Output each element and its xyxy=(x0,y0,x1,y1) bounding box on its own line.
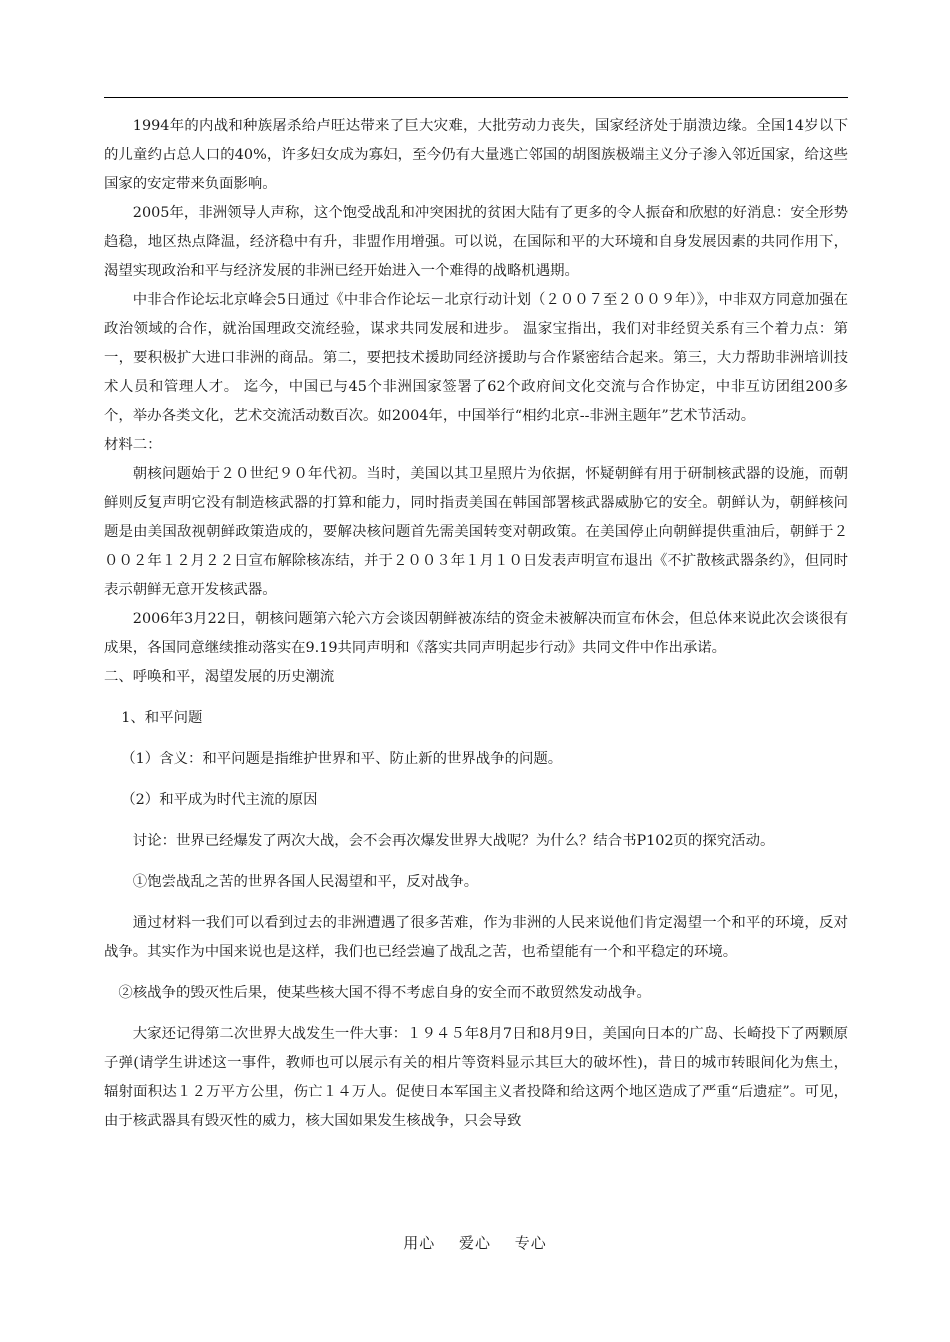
paragraph-hiroshima-nagasaki: 大家还记得第二次世界大战发生一件大事：１９４５年8月7日和8月9日，美国向日本的广岛、长崎投下了两颗原子弹(请学生讲述这一事件，教师也可以展示有关的相片等资料显示其巨大的破坏性)，昔日的城市转眼间化为焦土，辐射面积达１２万平方公里，伤亡１４万人。促使日本军国主义者投降和给这两个地区造成了严重“后遗症”。可见，由于核武器具有毁灭性的威力，核大国如果发生核战争，只会导致 xyxy=(104,1026,848,1129)
footer-text-3: 专心 xyxy=(514,1234,547,1252)
discussion-question: 讨论：世界已经爆发了两次大战，会不会再次爆发世界大战呢？为什么？结合书P102页的探究活动。 xyxy=(132,833,775,849)
material-two-heading: 材料二： xyxy=(104,437,162,453)
page-footer xyxy=(0,1232,950,1253)
paragraph-six-party-talks: 2006年3月22日，朝核问题第六轮六方会谈因朝鲜被冻结的资金未被解决而宣布休会，但总体来说此次会谈很有成果，各国同意继续推动落实在9.19共同声明和《落实共同声明起步行动》共同文件中作出承诺。 xyxy=(104,611,848,656)
footer-text-2: 爱心 xyxy=(458,1234,491,1252)
paragraph-rwanda: 1994年的内战和种族屠杀给卢旺达带来了巨大灾难，大批劳动力丧失，国家经济处于崩溃边缘。全国14岁以下的儿童约占总人口的40%，许多妇女成为寡妇，至今仍有大量逃亡邻国的胡图族极端主义分子渗入邻近国家，给这些国家的安定带来负面影响。 xyxy=(104,118,848,192)
paragraph-material-one-analysis: 通过材料一我们可以看到过去的非洲遭遇了很多苦难，作为非洲的人民来说他们肯定渴望一个和平的环境，反对战争。其实作为中国来说也是这样，我们也已经尝遍了战乱之苦，也希望能有一个和平稳定的环境。 xyxy=(104,915,848,960)
subheading-peace-issue: 1、和平问题 xyxy=(121,710,203,726)
paragraph-china-africa-forum: 中非合作论坛北京峰会5日通过《中非合作论坛－北京行动计划（２００７至２００９年）》，中非双方同意加强在政治领域的合作，就治国理政交流经验，谋求共同发展和进步。 温家宝指出，我们对非经贸关系有三个着力点：第一，要积极扩大进口非洲的商品。第二，要把技术援助同经济援助与合作紧密结合起来。第三，大力帮助非洲培训技术人员和管理人才。 迄今，中国已与45个非洲国家签署了62个政府间文化交流与合作协定，中非互访团组200多个，举办各类文化，艺术交流活动数百次。如2004年，中国举行“相约北京--非洲主题年”艺术节活动。 xyxy=(104,292,848,424)
header-rule xyxy=(104,97,848,98)
section-heading-peace-development: 二、呼唤和平，渴望发展的历史潮流 xyxy=(104,669,335,685)
reason-one: ①饱尝战乱之苦的世界各国人民渴望和平，反对战争。 xyxy=(132,874,479,890)
paragraph-korea-nuclear: 朝核问题始于２０世纪９０年代初。当时，美国以其卫星照片为依据，怀疑朝鲜有用于研制核武器的设施，而朝鲜则反复声明它没有制造核武器的打算和能力，同时指责美国在韩国部署核武器威胁它的安全。朝鲜认为，朝鲜核问题是由美国敌视朝鲜政策造成的，要解决核问题首先需美国转变对朝政策。在美国停止向朝鲜提供重油后，朝鲜于２００２年１２月２２日宣布解除核冻结，并于２００３年１月１０日发表声明宣布退出《不扩散核武器条约》，但同时表示朝鲜无意开发核武器。 xyxy=(104,466,848,598)
paragraph-africa-2005: 2005年，非洲领导人声称，这个饱受战乱和冲突困扰的贫困大陆有了更多的令人振奋和欣慰的好消息：安全形势趋稳，地区热点降温，经济稳中有升，非盟作用增强。可以说，在国际和平的大环境和自身发展因素的共同作用下，渴望实现政治和平与经济发展的非洲已经开始进入一个难得的战略机遇期。 xyxy=(104,205,848,279)
definition-peace-issue: （1）含义：和平问题是指维护世界和平、防止新的世界战争的问题。 xyxy=(121,751,563,767)
footer-text-1: 用心 xyxy=(403,1234,436,1252)
subheading-peace-reasons: （2）和平成为时代主流的原因 xyxy=(121,792,318,808)
reason-two: ②核战争的毁灭性后果，使某些核大国不得不考虑自身的安全而不敢贸然发动战争。 xyxy=(118,985,651,1001)
document-body xyxy=(104,112,848,1136)
